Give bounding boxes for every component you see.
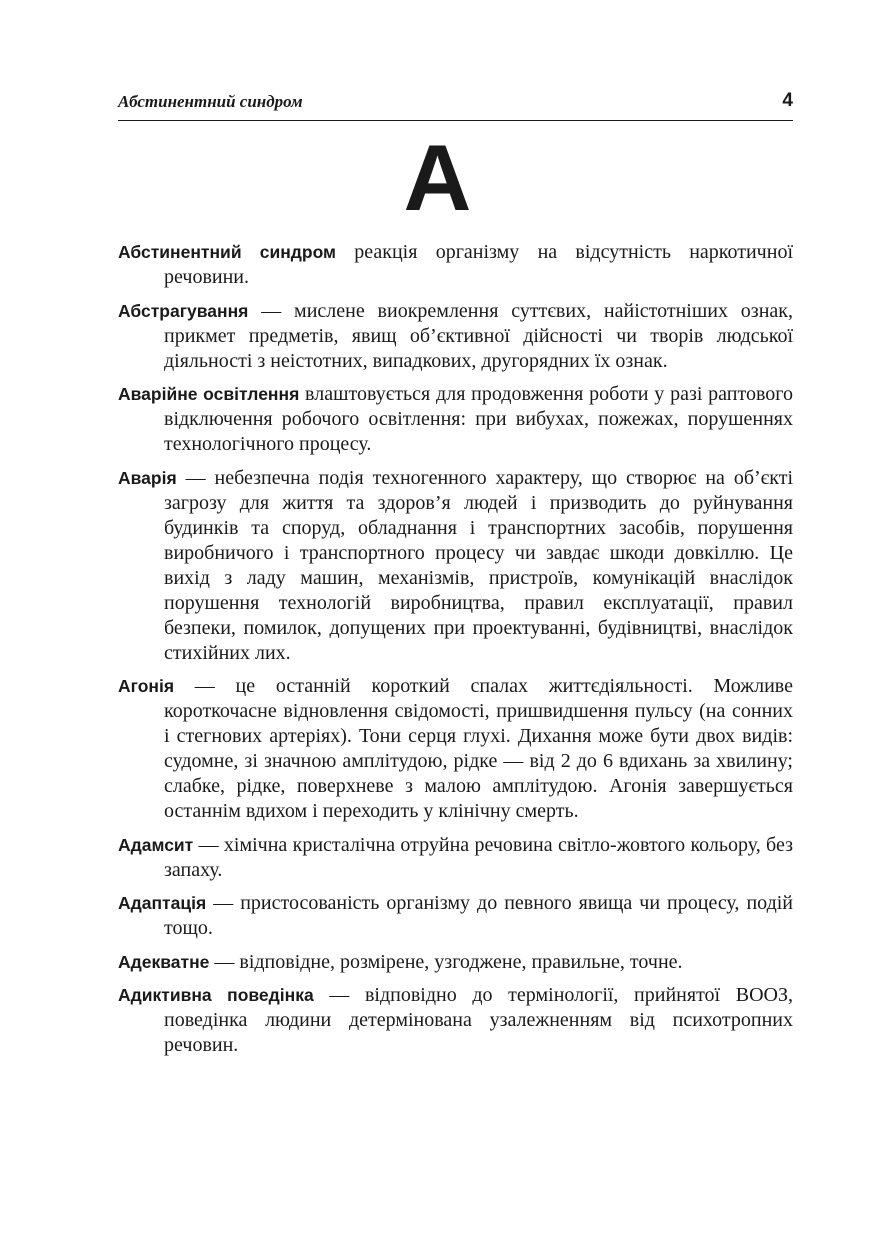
running-head: Абстинентний синдром (118, 92, 303, 111)
entry-definition: — небезпечна подія техногенного характеру, що створює на об’єкті загрозу для життя та здоров’я людей і призводить до руйнування будинків та споруд, обладнання і транспортних засобів, порушення виробничого і транспортного процесу чи завдає шкоди довкіллю. Це вихід з ладу машин, механізмів, пристроїв, комунікацій внаслідок порушення технологій виробництва, правил експлуатації, правил безпеки, помилок, допущених при проектуванні, будівництві, внаслідок стихійних лих. (164, 466, 793, 664)
entry-definition: реакція організму на відсутність наркотичної речовини. (164, 241, 793, 288)
glossary-entry (118, 466, 793, 666)
entry-term: Адиктивна поведінка (118, 985, 314, 1005)
entry-term: Аварійне освітлення (118, 384, 300, 404)
glossary-entry (118, 983, 793, 1058)
entry-definition: — мислене виокремлення суттєвих, найістотніших ознак, прикмет предметів, явищ об’єктивної дійсності чи творів людської діяльності з неістотних, випадкових, другорядних їх ознак. (164, 299, 793, 372)
glossary-entry (118, 833, 793, 883)
entry-definition: — відповідне, розмірене, узгоджене, правильне, точне. (209, 950, 683, 973)
page-header (118, 88, 793, 121)
glossary-entry (118, 674, 793, 824)
entry-definition: — хімічна кристалічна отруйна речовина світло-жовтого кольору, без запаху. (164, 833, 793, 881)
entry-definition: — пристосованість організму до певного явища чи процесу, подій тощо. (164, 892, 793, 939)
entry-term: Адаптація (118, 893, 207, 913)
section-letter: А (403, 125, 472, 230)
glossary-entry (118, 240, 793, 290)
glossary-entry (118, 299, 793, 374)
entry-term: Абстрагування (118, 300, 249, 321)
page-number: 4 (782, 90, 793, 111)
glossary-entry (118, 891, 793, 941)
entry-definition: — відповідно до термінології, прийнятої ВООЗ, поведінка людини детермінована узалежненням від психотропних речовин. (164, 984, 793, 1056)
entry-term: Абстинентний синдром (118, 242, 336, 262)
entry-definition: влаштовується для продовження роботи у разі раптового відключення робочого освітлення: при вибухах, пожежах, порушеннях технологічного процесу. (164, 383, 793, 455)
glossary-entries (118, 240, 793, 1067)
entry-term: Агонія (118, 676, 175, 696)
entry-term: Аварія (118, 467, 177, 488)
glossary-entry (118, 950, 793, 975)
entry-term: Адекватне (118, 951, 210, 972)
glossary-entry (118, 382, 793, 457)
entry-term: Адамсит (118, 834, 194, 855)
entry-definition: — це останній короткий спалах життєдіяльності. Можливе короткочасне відновлення свідомості, пришвидшення пульсу (на сонних і стегнових артеріях). Тони серця глухі. Дихання може бути двох видів: судомне, зі значною амплітудою, рідке — від 2 до 6 вдихань за хвилину; слабке, рідке, поверхневе з малою амплітудою. Агонія завершується останнім вдихом і переходить у клінічну смерть. (164, 675, 793, 822)
